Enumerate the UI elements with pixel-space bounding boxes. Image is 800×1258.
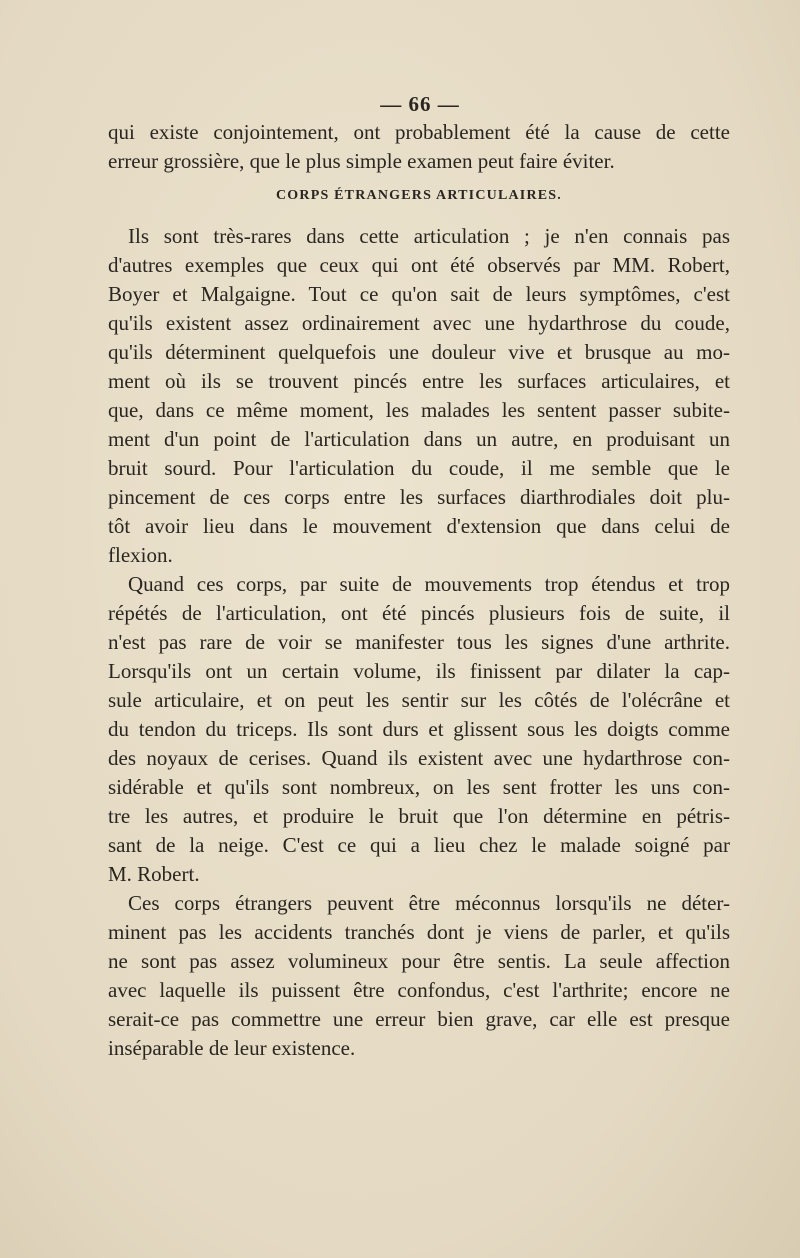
text-line: d'autres exemples que ceux qui ont été observés par MM. Robert, bbox=[108, 253, 730, 277]
paragraph-3 bbox=[108, 889, 730, 1063]
paragraph-2 bbox=[108, 570, 730, 889]
text-line: sule articulaire, et on peut les sentir sur les côtés de l'olécrâne et bbox=[108, 688, 730, 712]
text-line: ment où ils se trouvent pincés entre les surfaces articulaires, et bbox=[108, 369, 730, 393]
text-line: des noyaux de cerises. Quand ils existent avec une hydarthrose con- bbox=[108, 746, 730, 770]
text-line: Boyer et Malgaigne. Tout ce qu'on sait de leurs symptômes, c'est bbox=[108, 282, 730, 306]
text-line: Ils sont très-rares dans cette articulation ; je n'en connais pas bbox=[128, 224, 730, 248]
text-line: Ces corps étrangers peuvent être méconnus lorsqu'ils ne déter- bbox=[128, 891, 730, 915]
text-line: bruit sourd. Pour l'articulation du coude, il me semble que le bbox=[108, 456, 730, 480]
text-line: minent pas les accidents tranchés dont je viens de parler, et qu'ils bbox=[108, 920, 730, 944]
text-line: inséparable de leur existence. bbox=[108, 1036, 356, 1060]
text-line: M. Robert. bbox=[108, 862, 200, 886]
text-line: ne sont pas assez volumineux pour être sentis. La seule affection bbox=[108, 949, 730, 973]
text-line: pincement de ces corps entre les surfaces diarthrodiales doit plu- bbox=[108, 485, 730, 509]
section-heading: CORPS ÉTRANGERS ARTICULAIRES. bbox=[276, 188, 562, 203]
text-line: flexion. bbox=[108, 543, 173, 567]
page-number: — 66 — bbox=[380, 92, 460, 116]
text-line: avec laquelle ils puissent être confondus, c'est l'arthrite; encore ne bbox=[108, 978, 730, 1002]
text-line: Lorsqu'ils ont un certain volume, ils finissent par dilater la cap- bbox=[108, 659, 730, 683]
text-line: qu'ils existent assez ordinairement avec une hydarthrose du coude, bbox=[108, 311, 730, 335]
text-line: qui existe conjointement, ont probablement été la cause de cette bbox=[108, 120, 730, 144]
body-text bbox=[108, 118, 730, 1063]
paragraph-1 bbox=[108, 222, 730, 570]
text-line: sidérable et qu'ils sont nombreux, on les sent frotter les uns con- bbox=[108, 775, 730, 799]
intro-paragraph bbox=[108, 118, 730, 176]
text-line: tôt avoir lieu dans le mouvement d'extension que dans celui de bbox=[108, 514, 730, 538]
text-line: qu'ils déterminent quelquefois une douleur vive et brusque au mo- bbox=[108, 340, 730, 364]
text-line: tre les autres, et produire le bruit que l'on détermine en pétris- bbox=[108, 804, 730, 828]
text-line: n'est pas rare de voir se manifester tous les signes d'une arthrite. bbox=[108, 630, 730, 654]
text-line: répétés de l'articulation, ont été pincés plusieurs fois de suite, il bbox=[108, 601, 730, 625]
text-line: sant de la neige. C'est ce qui a lieu chez le malade soigné par bbox=[108, 833, 730, 857]
text-line: serait-ce pas commettre une erreur bien grave, car elle est presque bbox=[108, 1007, 730, 1031]
text-line: Quand ces corps, par suite de mouvements trop étendus et trop bbox=[128, 572, 730, 596]
text-line: ment d'un point de l'articulation dans un autre, en produisant un bbox=[108, 427, 730, 451]
text-line: erreur grossière, que le plus simple examen peut faire éviter. bbox=[108, 149, 615, 173]
text-line: du tendon du triceps. Ils sont durs et glissent sous les doigts comme bbox=[108, 717, 730, 741]
text-line: que, dans ce même moment, les malades les sentent passer subite- bbox=[108, 398, 730, 422]
